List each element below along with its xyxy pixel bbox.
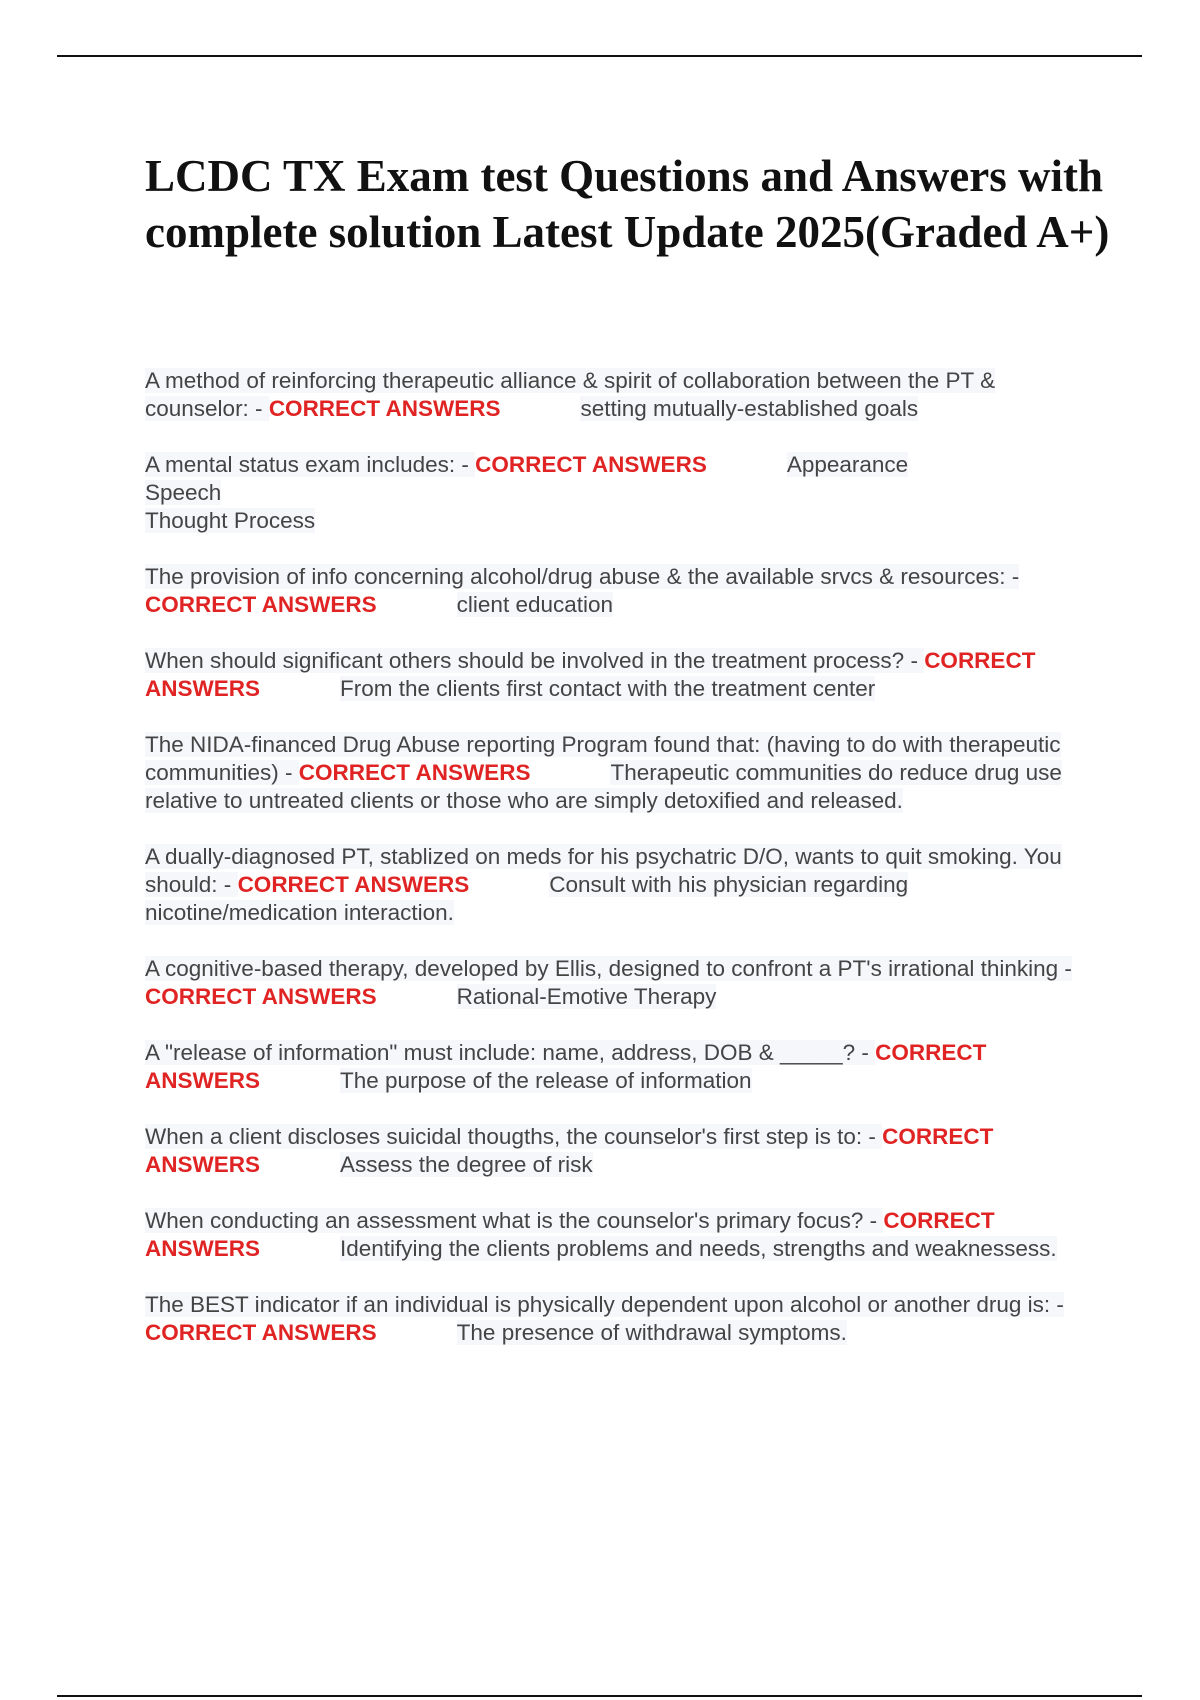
question-text: The NIDA-financed Drug Abuse reporting Program found that: (having to do with therapeutic communities) - [145,732,1061,785]
qa-item [145,563,1090,619]
qa-list [145,367,1090,1375]
answer-text: The presence of withdrawal symptoms. [456,1320,847,1345]
document-title: LCDC TX Exam test Questions and Answers with complete solution Latest Update 2025(Graded A+) [145,151,1110,257]
answer-text: Assess the degree of risk [340,1152,593,1177]
question-text: A mental status exam includes: - [145,452,476,477]
top-rule [57,55,1142,57]
answer-marker: CORRECT ANSWERS [145,648,1036,701]
answer-text: Consult with his physician regarding nicotine/medication interaction. [145,872,909,925]
question-text: When conducting an assessment what is the counselor's primary focus? - [145,1208,884,1233]
answer-text: client education [456,592,614,617]
answer-marker: CORRECT ANSWERS [145,984,377,1009]
question-text: A dually-diagnosed PT, stablized on meds for his psychatric D/O, wants to quit smoking. You should: - [145,844,1062,897]
answer-marker: CORRECT ANSWERS [145,1040,987,1093]
qa-item [145,1039,1090,1095]
qa-item [145,1291,1090,1347]
qa-item [145,731,1090,815]
answer-marker: CORRECT ANSWERS [268,396,501,421]
answer-marker: CORRECT ANSWERS [237,872,470,897]
qa-item [145,451,1090,535]
answer-text: From the clients first contact with the treatment center [340,676,876,701]
answer-text: Appearance Speech Thought Process [145,452,909,533]
bottom-rule [57,1695,1142,1697]
qa-item [145,1207,1090,1263]
answer-marker: CORRECT ANSWERS [298,760,531,785]
qa-item [145,647,1090,703]
answer-text: Rational-Emotive Therapy [456,984,717,1009]
answer-text: Therapeutic communities do reduce drug use relative to untreated clients or those who are simply detoxified and released. [145,760,1062,813]
answer-marker: CORRECT ANSWERS [145,1208,995,1261]
answer-text: The purpose of the release of information [340,1068,752,1093]
answer-marker: CORRECT ANSWERS [145,1320,377,1345]
answer-marker: CORRECT ANSWERS [145,592,377,617]
answer-marker: CORRECT ANSWERS [145,1124,994,1177]
question-text: A "release of information" must include: name, address, DOB & _____? - [145,1040,876,1065]
qa-item [145,367,1090,423]
qa-item [145,843,1090,927]
answer-text: Identifying the clients problems and needs, strengths and weaknessess. [340,1236,1057,1261]
question-text: The provision of info concerning alcohol/drug abuse & the available srvcs & resources: - [145,564,1020,589]
question-text: When a client discloses suicidal thougths, the counselor's first step is to: - [145,1124,883,1149]
question-text: When should significant others should be involved in the treatment process? - [145,648,925,673]
question-text: The BEST indicator if an individual is physically dependent upon alcohol or another drug is: - [145,1292,1064,1317]
answer-marker: CORRECT ANSWERS [475,452,707,477]
qa-item [145,955,1090,1011]
answer-text: setting mutually-established goals [580,396,919,421]
qa-item [145,1123,1090,1179]
question-text: A method of reinforcing therapeutic alliance & spirit of collaboration between the PT & counselor: - [145,368,996,421]
question-text: A cognitive-based therapy, developed by Ellis, designed to confront a PT's irrational thinking - [145,956,1072,981]
